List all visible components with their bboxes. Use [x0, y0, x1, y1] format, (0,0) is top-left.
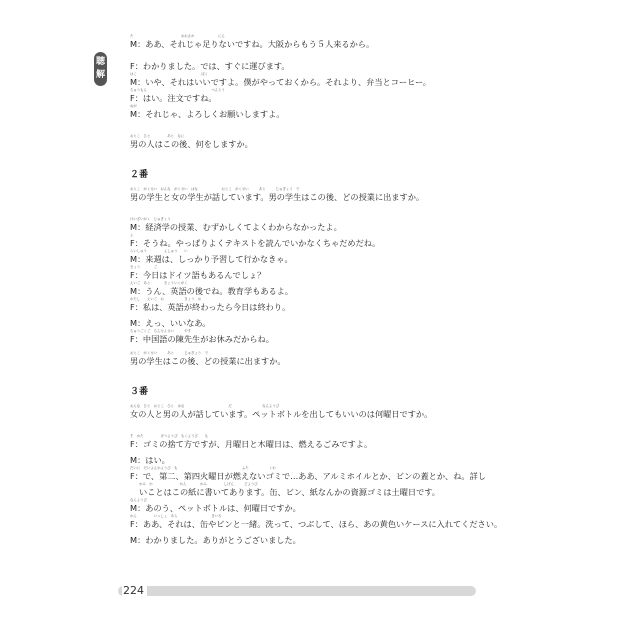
dialogue-line: [130, 530, 490, 546]
dialogue-text: M：わかりました。ありがとうございました。: [130, 535, 301, 545]
prompt-text: 男の学生と女の学生が話しています。男の学生はこの後、どの授業に出ますか。: [130, 192, 425, 202]
prompt-line: [130, 404, 490, 420]
furigana: わたし えいご お きょう お: [130, 297, 202, 301]
furigana: おとこ がくせい あと じゅぎょう で: [130, 351, 208, 355]
dialogue-text: M：来週は、しっかり予習して行かなきゃ。: [130, 254, 293, 264]
furigana: はこ ぼく: [130, 72, 208, 76]
section-title-2: ２番: [130, 170, 149, 180]
dialogue-line: [130, 297, 490, 313]
dialogue-text: M：あのう、ペットボトルは、何曜日ですか。: [130, 503, 301, 513]
furigana: けいざいがく じゅぎょう: [130, 217, 171, 221]
dialogue-line: [130, 450, 490, 466]
furigana: なんようび: [130, 498, 147, 502]
dialogue-text: M：それじゃ、よろしくお願いしますよ。: [130, 109, 285, 119]
page-number: 224: [122, 584, 147, 598]
question-line: [130, 351, 490, 367]
furigana: えいご あと きょういくがく: [130, 281, 188, 285]
dialogue-line: [130, 265, 490, 281]
dialogue-text: F：中国語の陳先生がお休みだからね。: [130, 334, 274, 344]
side-tab-char-1: 聴: [95, 57, 105, 67]
dialogue-line: [130, 104, 490, 120]
dialogue-line: [130, 56, 490, 72]
dialogue-line: [130, 514, 503, 530]
question-text: 男の人はこの後、何をしますか。: [130, 139, 253, 149]
furigana: よ: [130, 233, 134, 237]
dialogue-line: [130, 313, 490, 329]
dialogue-line: [130, 88, 490, 104]
dialogue-line: [130, 329, 490, 345]
furigana: ちゅうもん べんとう: [130, 88, 225, 92]
dialogue-line: [130, 34, 490, 50]
dialogue-text: M：うん、英語の後でね。教育学もあるよ。: [130, 286, 294, 296]
dialogue-text: M：はい。: [130, 455, 170, 465]
furigana: [130, 450, 490, 455]
furigana: らいしゅう よしゅう い: [130, 249, 188, 253]
transcript-content: [130, 34, 503, 546]
section-side-tab: [94, 52, 107, 86]
dialogue-text: F：今日はドイツ語もあるんでしょ？: [130, 270, 266, 280]
prompt-text: 女の人と男の人が話しています。ペットボトルを出してもいいのは何曜日ですか。: [130, 409, 433, 419]
dialogue-line: [130, 498, 490, 514]
dialogue-text: M：経済学の授業、むずかしくてよくわからなかったよ。: [130, 222, 342, 232]
furigana: た おおさか にん: [130, 34, 225, 38]
furigana: ねが: [130, 104, 137, 108]
furigana: かん いっしょ あら きいろ: [130, 514, 222, 518]
furigana: おんな ひと おとこ ひと はな だ なんようび: [130, 404, 280, 408]
dialogue-line-continued: [130, 482, 490, 498]
dialogue-text: F：そうね。やっぱりよくテキストを読んでいかなくちゃだめだね。: [130, 238, 381, 248]
dialogue-line: [130, 249, 490, 265]
furigana: かみ か かん かみ しげん どようび: [139, 482, 258, 486]
dialogue-line: [130, 72, 490, 88]
dialogue-text: F：私は、英語が終わったら今日は終わり。: [130, 302, 291, 312]
dialogue-text: M：ああ、それじゃ足りないですね。大阪からもう５人来るから。: [130, 39, 375, 49]
dialogue-text: M：いや、それはいいですよ。僕がやっておくから。それより、弁当とコーヒー。: [130, 77, 431, 87]
furigana: おとこ ひと あと なに: [130, 134, 185, 138]
question-text: 男の学生はこの後、どの授業に出ますか。: [130, 356, 286, 366]
dialogue-text: M：えっ、いいなあ。: [130, 318, 211, 328]
footer-bar: [118, 586, 476, 596]
question-line: [130, 134, 490, 150]
side-tab-char-2: 解: [95, 70, 105, 80]
furigana: ちゅうごくご ちんせんせい やす: [130, 329, 192, 333]
dialogue-line: [130, 281, 490, 297]
dialogue-text: F：わかりました。では、すぐに運びます。: [130, 61, 290, 71]
dialogue-text: F：はい。注文ですね。: [130, 93, 217, 103]
furigana: だいに だいよんかようび も ふた くわ: [130, 466, 276, 470]
dialogue-text: いことはこの紙に書いてあります。缶、ビン、紙なんかの資源ゴミは土曜日です。: [139, 487, 440, 497]
dialogue-line: [130, 466, 490, 482]
furigana: おとこ がくせい おんな がくせい はな おとこ がくせい あと じゅぎょう で: [130, 187, 300, 191]
furigana: す かた げつようび もくようび も: [130, 434, 208, 438]
furigana: きょう ご: [130, 265, 158, 269]
dialogue-text: F：で、第二、第四火曜日が燃えないゴミで…ああ、アルミホイルとか、ビンの蓋とか、ね。詳し: [130, 471, 486, 481]
dialogue-line: [130, 233, 490, 249]
dialogue-text: F：ああ、それは、缶やビンと一緒。洗って、つぶして、ほら、あの黄色いケースに入れてください。: [130, 519, 503, 529]
dialogue-text: F：ゴミの捨て方ですが、月曜日と木曜日は、燃えるごみですよ。: [130, 439, 373, 449]
prompt-line: [130, 187, 490, 203]
section-title-3: ３番: [130, 387, 149, 397]
dialogue-line: [130, 217, 490, 233]
dialogue-line: [130, 434, 490, 450]
